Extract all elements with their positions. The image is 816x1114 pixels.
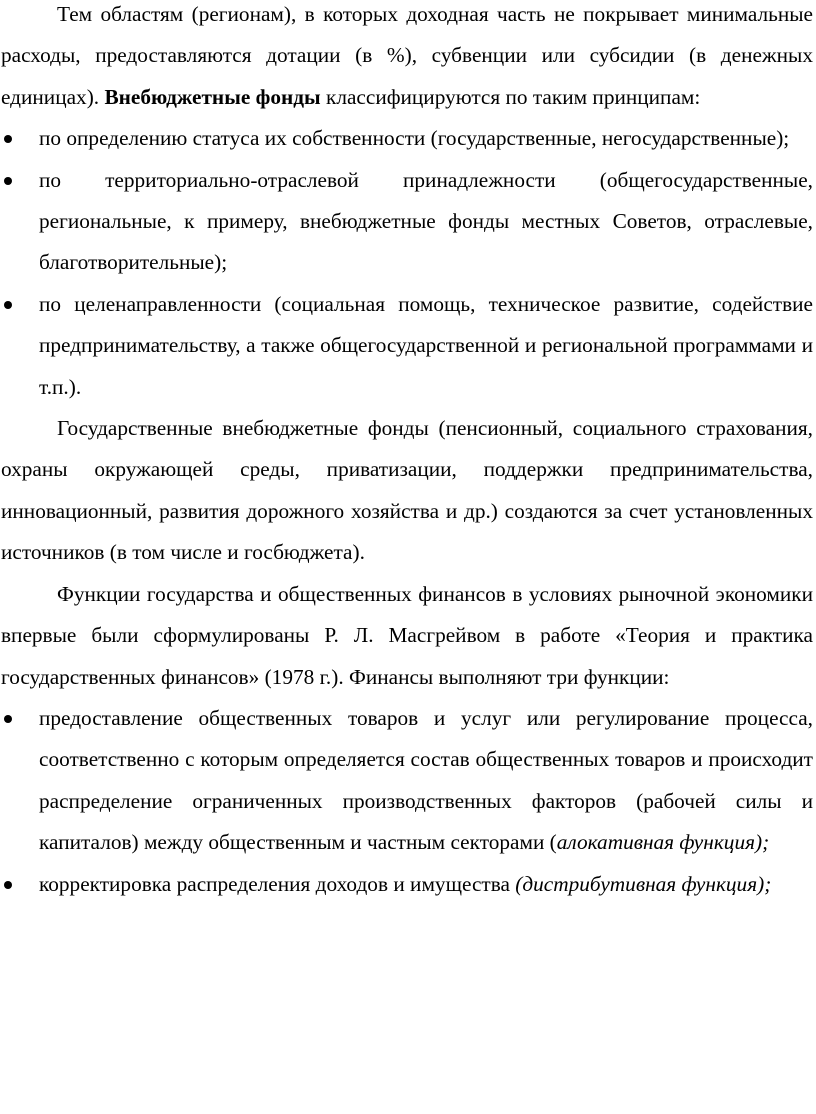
paragraph-text: Тем областям (регионам), в которых доходная часть не покрывает минимальные расходы, предоставляются дотации (в %), субвенции или субсидии (в денежных единицах). — [1, 2, 813, 109]
bullet-icon — [4, 715, 12, 723]
bullet-icon — [4, 135, 12, 143]
bullet-icon — [4, 881, 12, 889]
bullet-icon — [4, 301, 12, 309]
paragraph-text: Функции государства и общественных финансов в условиях рыночной экономики впервые были сформулированы Р. Л. Масгрейвом в работе «Теория и практика государственных финансов» (1978 г.). Финансы выполняют три функции: — [1, 581, 813, 689]
list-item-text: по территориально-отраслевой принадлежности (общегосударственные, региональные, к примеру, внебюджетные фонды местных Советов, отраслевые, благотворительные); — [39, 167, 813, 275]
bullet-icon — [4, 177, 12, 185]
paragraph-state-funds — [1, 408, 813, 574]
list-item-text: по целенаправленности (социальная помощь, техническое развитие, содействие предпринимательству, а также общегосударственной и региональной программами и т.п.). — [39, 291, 813, 399]
list-item-italic-term: (дистрибутивная функция); — [515, 871, 772, 896]
list-item-text: по определению статуса их собственности (государственные, негосударственные); — [39, 126, 790, 151]
list-item — [1, 284, 813, 408]
list-item-italic-term: алокативная функция); — [556, 830, 770, 855]
list-item-text: корректировка распределения доходов и имущества — [39, 871, 516, 896]
classification-list — [1, 124, 813, 414]
paragraph-finance-functions — [1, 574, 813, 698]
list-item — [1, 864, 813, 905]
list-item — [1, 118, 813, 159]
bold-term-extrabudgetary-funds: Внебюджетные фонды — [104, 84, 321, 109]
paragraph-text: Государственные внебюджетные фонды (пенсионный, социального страхования, охраны окружающей среды, приватизации, поддержки предпринимательства, инновационный, развития дорожного хозяйства и др.) создаются за счет установленных источников (в том числе и госбюджета). — [1, 416, 813, 565]
paragraph-text: классифицируются по таким принципам: — [320, 84, 701, 109]
list-item — [1, 160, 813, 284]
list-item — [1, 698, 813, 864]
list-item-text: предоставление общественных товаров и услуг или регулирование процесса, соответственно с которым определяется состав общественных товаров и происходит распределение ограниченных производственных факторов (рабочей силы и капиталов) между общественным и частным секторами ( — [39, 705, 813, 855]
paragraph-subsidies — [1, 0, 813, 118]
functions-list — [1, 704, 813, 911]
